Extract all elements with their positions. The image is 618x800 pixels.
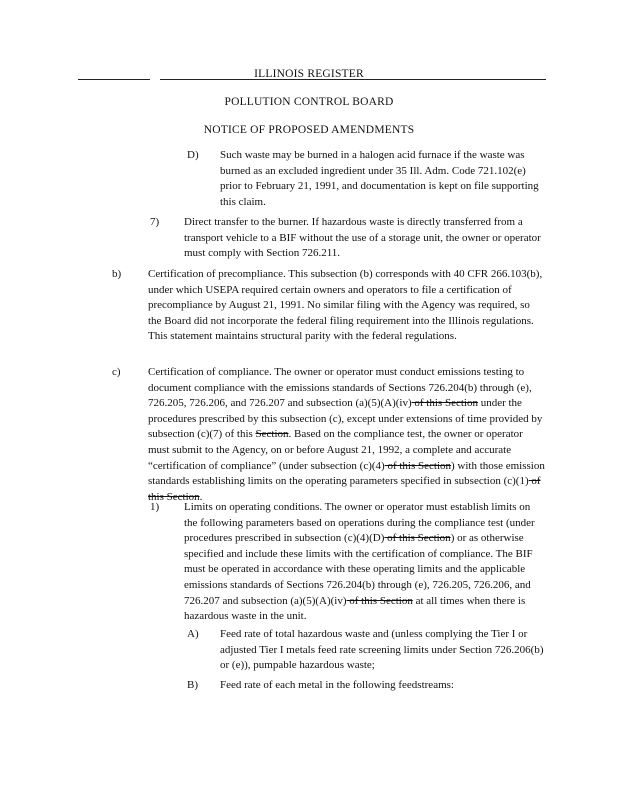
item-text: Feed rate of each metal in the following feedstreams: <box>220 679 454 691</box>
board-title: POLLUTION CONTROL BOARD <box>224 96 394 108</box>
struck-text: of this Section <box>411 397 478 410</box>
struck-text: of this Section <box>346 594 413 607</box>
text-run: . Based on the compliance test, the owner or operator must submit to the Agency, on or before August 21, 1992, a complete and accurate “certification of compliance” (under subsection (c)(4) <box>148 428 523 472</box>
register-title: ILLINOIS REGISTER <box>254 68 364 80</box>
text-run: ) or as otherwise specified and include these limits with the certification of compliance. The BIF must be operated in accordance with these operating limits and the applicable emissions standards of Sections 726.204(b) through (e), 726.205, 726.206, and 726.207 and subsection (a)(5)(A)(iv) <box>184 532 533 607</box>
item-text: Such waste may be burned in a halogen acid furnace if the waste was burned as an excluded ingredient under 35 Ill. Adm. Code 721.102(e) prior to February 21, 1991, and documentation is kept on file supporting this claim. <box>220 149 539 208</box>
item-label: 7) <box>150 216 160 228</box>
struck-text: of this Section <box>384 459 452 472</box>
item-label: D) <box>187 149 199 161</box>
item-label: b) <box>112 268 122 280</box>
struck-text: Section <box>255 428 289 441</box>
notice-title: NOTICE OF PROPOSED AMENDMENTS <box>203 124 415 136</box>
item-text: Direct transfer to the burner. If hazardous waste is directly transferred from a transport vehicle to a BIF without the use of a storage unit, the owner or operator must comply with Section 726.211. <box>184 216 541 260</box>
text-run: at all times when there is hazardous waste in the unit. <box>184 594 526 623</box>
text-run: under the procedures prescribed by this subsection (c), except under extensions of time provided by subsection (c)(7) of this <box>148 397 543 441</box>
text-run: . <box>199 490 203 503</box>
item-text <box>148 365 546 505</box>
text-run: Limits on operating conditions. The owner or operator must establish limits on the following parameters based on operations during the compliance test (under procedures prescribed in subsection (c)(4)(D) <box>184 501 535 545</box>
item-text: Certification of precompliance. This subsection (b) corresponds with 40 CFR 266.103(b), under which USEPA required certain owners and operators to file a certification of precompliance by August 21, 1991. No similar filing with the Agency was required, so the Board did not incorporate the federal filing requirement into the Illinois regulations. This statement maintains structural parity with the federal regulations. <box>148 268 543 343</box>
item-text <box>184 500 546 625</box>
struck-text: of this Section <box>384 532 451 545</box>
item-label: B) <box>187 679 198 691</box>
item-label: A) <box>187 628 199 640</box>
text-run: Certification of compliance. The owner or operator must conduct emissions testing to document compliance with the emissions standards of Sections 726.204(b) through (e), 726.205, 726.206, and 726.207 and subsection (a)(5)(A)(iv) <box>148 366 532 410</box>
text-run: ) with those emission standards establishing limits on the operating parameters specified in subsection (c)(1) <box>148 459 545 488</box>
item-label: c) <box>112 366 121 378</box>
item-label: 1) <box>150 501 160 513</box>
struck-text: of this Section <box>148 475 541 503</box>
item-text: Feed rate of total hazardous waste and (unless complying the Tier I or adjusted Tier I metals feed rate screening limits under Section 726.206(b) or (e)), pumpable hazardous waste; <box>220 628 544 672</box>
